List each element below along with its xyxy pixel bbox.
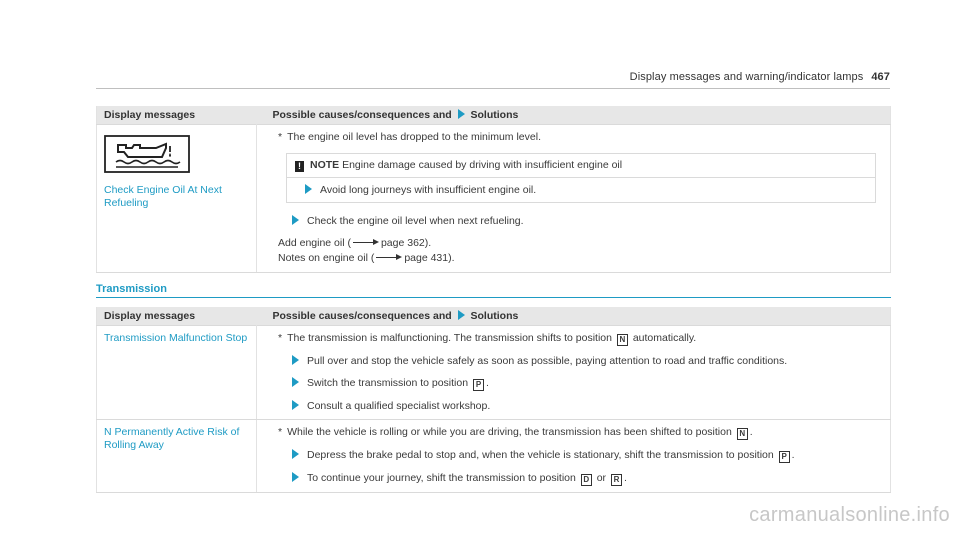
col-header-display-messages: Display messages [97, 106, 257, 125]
table-header-row [97, 307, 891, 326]
display-message: Check Engine Oil At Next Refueling [104, 184, 222, 209]
display-message: N Permanently Active Risk of Rolling Away [104, 426, 240, 451]
warning-exclamation-icon: ! [295, 161, 304, 172]
note-text: Engine damage caused by driving with insufficient engine oil [342, 159, 623, 171]
message-cell [97, 326, 257, 420]
solution-step: Depress the brake pedal to stop and, when the vehicle is stationary, shift the transmission to position P . [292, 449, 883, 463]
cause-text: * The engine oil level has dropped to the minimum level. [278, 131, 541, 143]
page-number: 467 [871, 71, 890, 83]
display-message: Transmission Malfunction Stop [104, 332, 248, 344]
step-text: Consult a qualified specialist workshop. [307, 400, 491, 412]
col-header-display-messages: Display messages [97, 307, 257, 326]
gear-position-badge: P [779, 451, 790, 463]
step-text: Depress the brake pedal to stop and, when the vehicle is stationary, shift the transmission to position [307, 449, 774, 461]
add-oil-text: Add engine oil ( [278, 237, 351, 249]
col-header-solutions-text: Solutions [470, 310, 519, 322]
table-row [97, 326, 891, 420]
step-arrow-icon [305, 184, 312, 194]
col-header-causes-text: Possible causes/consequences and [272, 310, 452, 322]
message-cell [97, 125, 257, 273]
notes-oil-text: Notes on engine oil ( [278, 252, 375, 264]
col-header-causes [257, 106, 891, 125]
step-arrow-icon [292, 472, 299, 482]
note-body [287, 178, 875, 202]
step-text: Check the engine oil level when next refueling. [307, 215, 524, 227]
references [278, 236, 883, 266]
note-step: Avoid long journeys with insufficient engine oil. [320, 184, 537, 196]
causes-cell [257, 420, 891, 493]
step-arrow-icon [292, 449, 299, 459]
page-reference-arrow-icon [353, 238, 379, 246]
notes-oil-reference [278, 251, 883, 266]
running-title [630, 71, 890, 83]
cause-description: The transmission is malfunctioning. The transmission shifts to position [287, 332, 612, 344]
solution-step: To continue your journey, shift the transmission to position D or R . [292, 472, 883, 486]
note-header [287, 154, 875, 178]
gear-position-badge: N [737, 428, 748, 440]
table-row [97, 420, 891, 493]
add-oil-reference [278, 236, 883, 251]
step-arrow-icon [292, 400, 299, 410]
cause-text: * The transmission is malfunctioning. The transmission shifts to position N automatically. [278, 332, 697, 344]
engine-oil-table [96, 106, 891, 273]
table-header-row [97, 106, 891, 125]
solution-step [292, 355, 883, 368]
col-header-causes [257, 307, 891, 326]
running-title-text: Display messages and warning/indicator lamps [629, 71, 864, 83]
solution-arrow-icon [458, 310, 465, 320]
note-label: NOTE [310, 159, 340, 171]
step-arrow-icon [292, 377, 299, 387]
causes-cell [257, 125, 891, 273]
note-box [286, 153, 876, 203]
causes-cell [257, 326, 891, 420]
col-header-causes-text: Possible causes/consequences and [272, 109, 452, 121]
engine-oil-warning-icon [104, 135, 190, 173]
section-title: Transmission [96, 283, 167, 295]
gear-position-badge: R [611, 474, 622, 486]
gear-position-badge: D [581, 474, 592, 486]
header-rule [96, 88, 890, 89]
col-header-solutions-text: Solutions [470, 109, 519, 121]
cause-description: While the vehicle is rolling or while you are driving, the transmission has been shifted to position [287, 426, 732, 438]
solution-step [292, 215, 883, 228]
solution-arrow-icon [458, 109, 465, 119]
cause-description: The engine oil level has dropped to the minimum level. [287, 131, 541, 143]
or-text: or [596, 472, 607, 484]
solution-step [292, 400, 883, 413]
message-cell [97, 420, 257, 493]
step-text: To continue your journey, shift the transmission to position [307, 472, 576, 484]
step-text: Pull over and stop the vehicle safely as soon as possible, paying attention to road and traffic conditions. [307, 355, 788, 367]
page-reference-arrow-icon [376, 253, 402, 261]
solution-step: Switch the transmission to position P . [292, 377, 883, 391]
transmission-table [96, 307, 891, 493]
step-arrow-icon [292, 355, 299, 365]
gear-position-badge: N [617, 334, 628, 346]
step-arrow-icon [292, 215, 299, 225]
cause-description-end: automatically. [632, 332, 697, 344]
cause-text: * While the vehicle is rolling or while you are driving, the transmission has been shifted to position N . [278, 426, 753, 438]
watermark: carmanualsonline.info [749, 504, 950, 526]
section-rule [96, 297, 891, 298]
table-row [97, 125, 891, 273]
notes-oil-page-link[interactable]: page 431). [404, 252, 455, 264]
gear-position-badge: P [473, 379, 484, 391]
step-text: Switch the transmission to position [307, 377, 469, 389]
add-oil-page-link[interactable]: page 362). [380, 237, 432, 249]
